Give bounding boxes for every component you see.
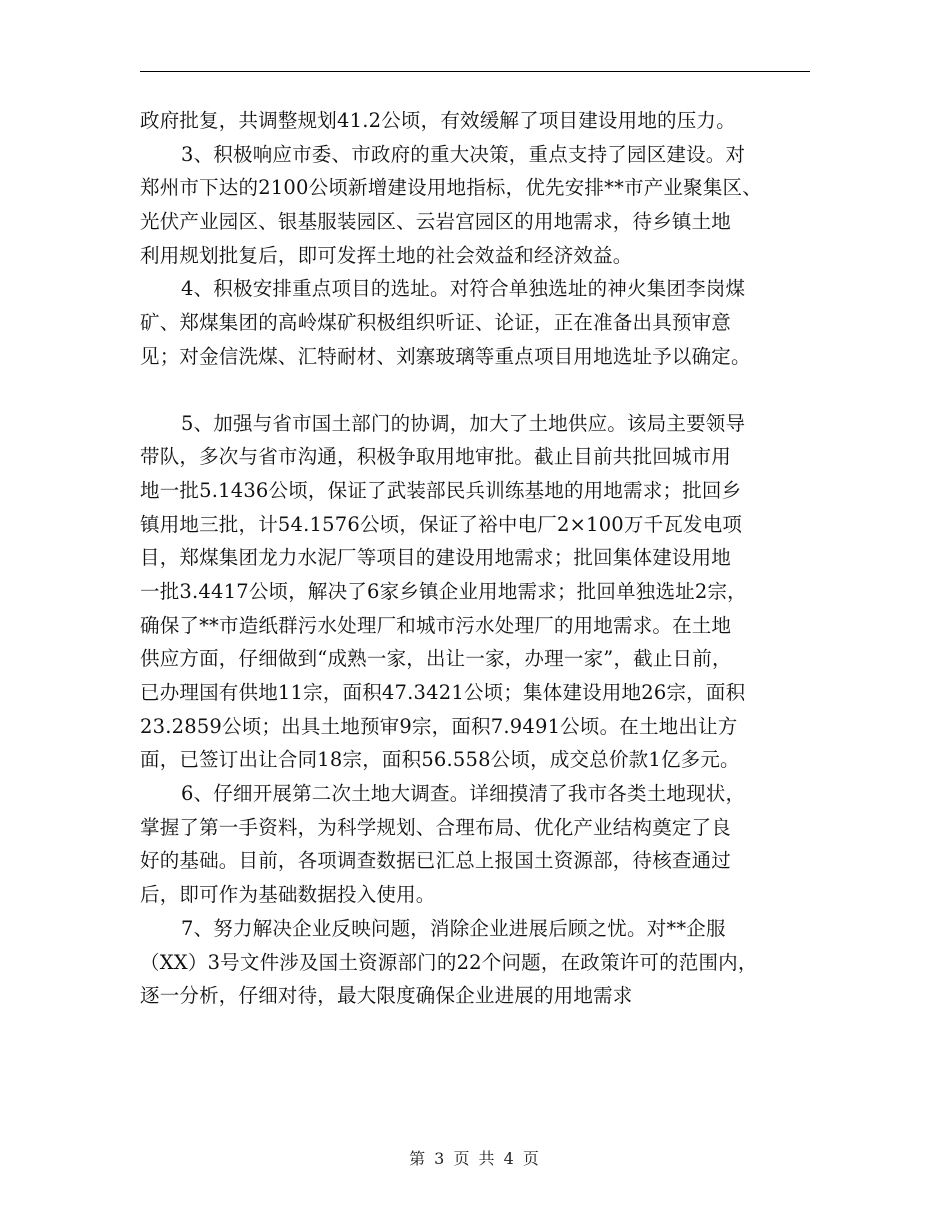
paragraph-line: 政府批复，共调整规划41.2公顷，有效缓解了项目建设用地的压力。 (140, 109, 736, 132)
header-rule (140, 71, 810, 72)
paragraph-line: 供应方面，仔细做到“成熟一家，出让一家，办理一家”，截止日前， (140, 647, 732, 671)
paragraph-line: 镇用地三批，计54.1576公顷，保证了裕中电厂2×100万千瓦发电项 (140, 512, 743, 536)
paragraph-line: （XX）3号文件涉及国土资源部门的22个问题，在政策许可的范围内， (140, 950, 758, 974)
paragraph-line: 面，已签订出让合同18宗，面积56.558公顷，成交总价款1亿多元。 (140, 748, 740, 772)
paragraph-line: 带队，多次与省市沟通，积极争取用地审批。截止目前共批回城市用 (140, 445, 732, 469)
paragraph-line: 矿、郑煤集团的高岭煤矿积极组织听证、论证，正在准备出具预审意 (140, 311, 732, 335)
paragraph-line: 好的基础。目前，各项调查数据已汇总上报国土资源部，待核查通过 (140, 849, 732, 873)
paragraph-line: 5、加强与省市国土部门的协调，加大了土地供应。该局主要领导 (181, 411, 746, 435)
paragraph-line: 后，即可作为基础数据投入使用。 (140, 883, 436, 907)
paragraph-line: 见；对金信洗煤、汇特耐材、刘寨玻璃等重点项目用地选址予以确定。 (140, 344, 751, 368)
document-body (140, 104, 812, 1013)
paragraph-line: 3、积极响应市委、市政府的重大决策，重点支持了园区建设。对 (181, 142, 746, 166)
paragraph-line: 郑州市下达的2100公顷新增建设用地指标，优先安排**市产业聚集区、 (140, 176, 762, 200)
paragraph-line: 地一批5.1436公顷，保证了武装部民兵训练基地的用地需求；批回乡 (140, 478, 742, 502)
paragraph-line: 掌握了第一手资料，为科学规划、合理布局、优化产业结构奠定了良 (140, 815, 732, 839)
paragraph-line: 一批3.4417公顷，解决了6家乡镇企业用地需求；批回单独选址2宗， (140, 579, 747, 603)
paragraph-gap (140, 374, 812, 407)
paragraph-line: 23.2859公顷；出具土地预审9宗，面积7.9491公顷。在土地出让方 (140, 714, 738, 738)
paragraph-line: 光伏产业园区、银基服装园区、云岩宫园区的用地需求，待乡镇土地 (140, 210, 732, 234)
paragraph-line: 6、仔细开展第二次土地大调查。详细摸清了我市各类土地现状， (181, 782, 746, 806)
paragraph-line: 确保了**市造纸群污水处理厂和城市污水处理厂的用地需求。在土地 (140, 613, 732, 637)
paragraph-line: 7、努力解决企业反映问题，消除企业进展后顾之忧。对**企服 (181, 916, 726, 940)
paragraph-line: 利用规划批复后，即可发挥土地的社会效益和经济效益。 (140, 243, 633, 267)
paragraph-line: 逐一分析，仔细对待，最大限度确保企业进展的用地需求 (140, 984, 633, 1008)
paragraph-line: 4、积极安排重点项目的选址。对符合单独选址的神火集团李岗煤 (181, 277, 746, 301)
paragraph-line: 已办理国有供地11宗，面积47.3421公顷；集体建设用地26宗，面积 (140, 681, 746, 704)
paragraph-line: 目，郑煤集团龙力水泥厂等项目的建设用地需求；批回集体建设用地 (140, 546, 732, 570)
page-number-footer: 第 3 页 共 4 页 (409, 1149, 541, 1168)
